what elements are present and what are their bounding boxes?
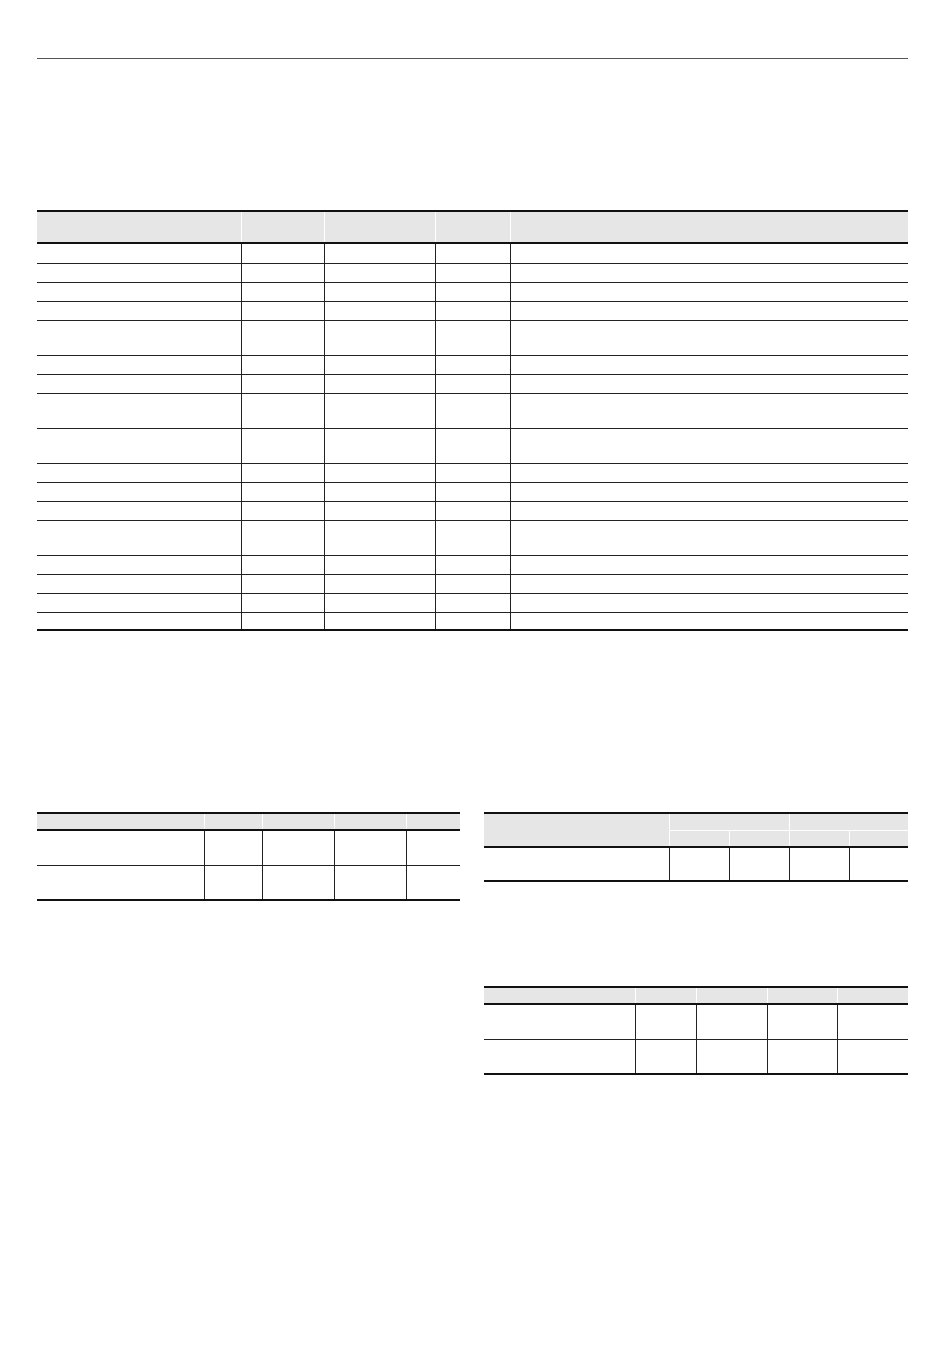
table-cell xyxy=(262,830,334,865)
table-cell xyxy=(435,301,510,320)
table-cell xyxy=(484,1004,635,1039)
table-cell xyxy=(435,593,510,612)
table-row xyxy=(37,520,908,555)
table-row xyxy=(484,1039,908,1074)
table-cell xyxy=(241,320,324,355)
table-cell xyxy=(324,428,435,463)
table-b-group-header-row xyxy=(484,813,908,830)
table-row xyxy=(37,263,908,282)
table-cell xyxy=(406,830,460,865)
table-cell xyxy=(510,243,908,263)
main-header-cell xyxy=(435,211,510,243)
table-cell xyxy=(241,501,324,520)
table-cell xyxy=(324,243,435,263)
table-c-header-row xyxy=(484,987,908,1004)
table-cell xyxy=(435,501,510,520)
table-cell xyxy=(37,355,241,374)
subheader-cell xyxy=(669,830,729,847)
table-cell xyxy=(324,593,435,612)
table-row xyxy=(37,501,908,520)
table-cell xyxy=(37,428,241,463)
table-cell xyxy=(241,301,324,320)
table-row xyxy=(37,393,908,428)
table-cell xyxy=(510,263,908,282)
table-cell xyxy=(324,574,435,593)
table-cell xyxy=(510,482,908,501)
table-row xyxy=(37,301,908,320)
table-cell xyxy=(510,428,908,463)
table-cell xyxy=(324,463,435,482)
header-cell xyxy=(767,987,837,1004)
table-cell xyxy=(435,555,510,574)
header-cell xyxy=(837,987,908,1004)
table-row xyxy=(484,1004,908,1039)
table-cell xyxy=(241,355,324,374)
table-cell xyxy=(635,1039,696,1074)
table-cell xyxy=(37,593,241,612)
table-cell xyxy=(789,847,849,881)
table-cell xyxy=(510,555,908,574)
header-cell xyxy=(635,987,696,1004)
table-c xyxy=(484,986,908,1075)
table-cell xyxy=(324,612,435,630)
table-cell xyxy=(241,282,324,301)
table-cell xyxy=(37,574,241,593)
table-cell xyxy=(37,243,241,263)
table-row xyxy=(37,555,908,574)
table-cell xyxy=(241,428,324,463)
table-cell xyxy=(334,830,406,865)
header-cell xyxy=(484,813,669,847)
table-cell xyxy=(635,1004,696,1039)
table-cell xyxy=(37,830,204,865)
main-header-cell xyxy=(241,211,324,243)
table-cell xyxy=(37,282,241,301)
subheader-cell xyxy=(849,830,908,847)
table-cell xyxy=(406,865,460,900)
table-cell xyxy=(241,374,324,393)
table-cell xyxy=(241,263,324,282)
table-row xyxy=(37,830,460,865)
table-cell xyxy=(241,555,324,574)
table-cell xyxy=(435,428,510,463)
table-cell xyxy=(435,520,510,555)
table-cell xyxy=(241,243,324,263)
table-cell xyxy=(729,847,789,881)
table-row xyxy=(37,612,908,630)
table-cell xyxy=(241,463,324,482)
table-cell xyxy=(435,320,510,355)
table-cell xyxy=(510,355,908,374)
table-cell xyxy=(37,520,241,555)
table-cell xyxy=(37,263,241,282)
table-cell xyxy=(435,355,510,374)
table-cell xyxy=(324,482,435,501)
table-cell xyxy=(324,555,435,574)
header-cell xyxy=(406,813,460,830)
table-cell xyxy=(37,612,241,630)
table-cell xyxy=(510,520,908,555)
table-row xyxy=(37,374,908,393)
table-row xyxy=(484,847,908,881)
table-cell xyxy=(435,263,510,282)
table-cell xyxy=(37,320,241,355)
table-cell xyxy=(324,501,435,520)
table-cell xyxy=(510,301,908,320)
table-row xyxy=(37,482,908,501)
table-cell xyxy=(37,301,241,320)
header-cell xyxy=(204,813,262,830)
header-cell xyxy=(484,987,635,1004)
table-cell xyxy=(241,593,324,612)
table-cell xyxy=(510,282,908,301)
header-group-cell xyxy=(669,813,789,830)
table-cell xyxy=(324,282,435,301)
subheader-cell xyxy=(789,830,849,847)
table-cell xyxy=(241,612,324,630)
table-a xyxy=(37,812,460,901)
main-header-cell xyxy=(510,211,908,243)
table-cell xyxy=(37,374,241,393)
table-cell xyxy=(484,847,669,881)
table-cell xyxy=(37,555,241,574)
main-table xyxy=(37,210,908,631)
table-cell xyxy=(837,1004,908,1039)
table-cell xyxy=(37,865,204,900)
table-cell xyxy=(510,501,908,520)
table-cell xyxy=(435,243,510,263)
table-cell xyxy=(510,574,908,593)
table-cell xyxy=(696,1004,767,1039)
table-cell xyxy=(696,1039,767,1074)
table-cell xyxy=(204,830,262,865)
table-cell xyxy=(510,593,908,612)
table-cell xyxy=(767,1039,837,1074)
table-cell xyxy=(37,463,241,482)
table-cell xyxy=(324,374,435,393)
table-cell xyxy=(37,501,241,520)
main-header-cell xyxy=(37,211,241,243)
table-cell xyxy=(669,847,729,881)
table-cell xyxy=(324,393,435,428)
table-cell xyxy=(510,320,908,355)
table-row xyxy=(37,463,908,482)
table-cell xyxy=(262,865,334,900)
table-cell xyxy=(510,463,908,482)
header-cell xyxy=(37,813,204,830)
table-row xyxy=(37,320,908,355)
table-cell xyxy=(324,320,435,355)
table-cell xyxy=(37,482,241,501)
table-cell xyxy=(435,574,510,593)
table-cell xyxy=(241,520,324,555)
table-cell xyxy=(484,1039,635,1074)
table-cell xyxy=(435,282,510,301)
table-a-header-row xyxy=(37,813,460,830)
table-row xyxy=(37,243,908,263)
table-cell xyxy=(510,612,908,630)
table-row xyxy=(37,574,908,593)
table-cell xyxy=(324,301,435,320)
table-cell xyxy=(324,263,435,282)
table-row xyxy=(37,282,908,301)
table-cell xyxy=(204,865,262,900)
table-row xyxy=(37,428,908,463)
main-table-header-row xyxy=(37,211,908,243)
table-cell xyxy=(334,865,406,900)
table-cell xyxy=(435,374,510,393)
table-cell xyxy=(435,482,510,501)
table-cell xyxy=(241,393,324,428)
table-cell xyxy=(510,374,908,393)
header-rule xyxy=(37,58,908,59)
table-cell xyxy=(324,520,435,555)
table-cell xyxy=(849,847,908,881)
table-cell xyxy=(435,612,510,630)
table-row xyxy=(37,865,460,900)
header-group-cell xyxy=(789,813,908,830)
header-cell xyxy=(334,813,406,830)
header-cell xyxy=(262,813,334,830)
subheader-cell xyxy=(729,830,789,847)
table-b xyxy=(484,812,908,882)
table-cell xyxy=(324,355,435,374)
table-cell xyxy=(435,393,510,428)
table-cell xyxy=(37,393,241,428)
table-cell xyxy=(241,574,324,593)
table-row xyxy=(37,593,908,612)
table-cell xyxy=(510,393,908,428)
table-cell xyxy=(435,463,510,482)
table-row xyxy=(37,355,908,374)
table-cell xyxy=(767,1004,837,1039)
header-cell xyxy=(696,987,767,1004)
table-cell xyxy=(241,482,324,501)
table-cell xyxy=(837,1039,908,1074)
main-header-cell xyxy=(324,211,435,243)
